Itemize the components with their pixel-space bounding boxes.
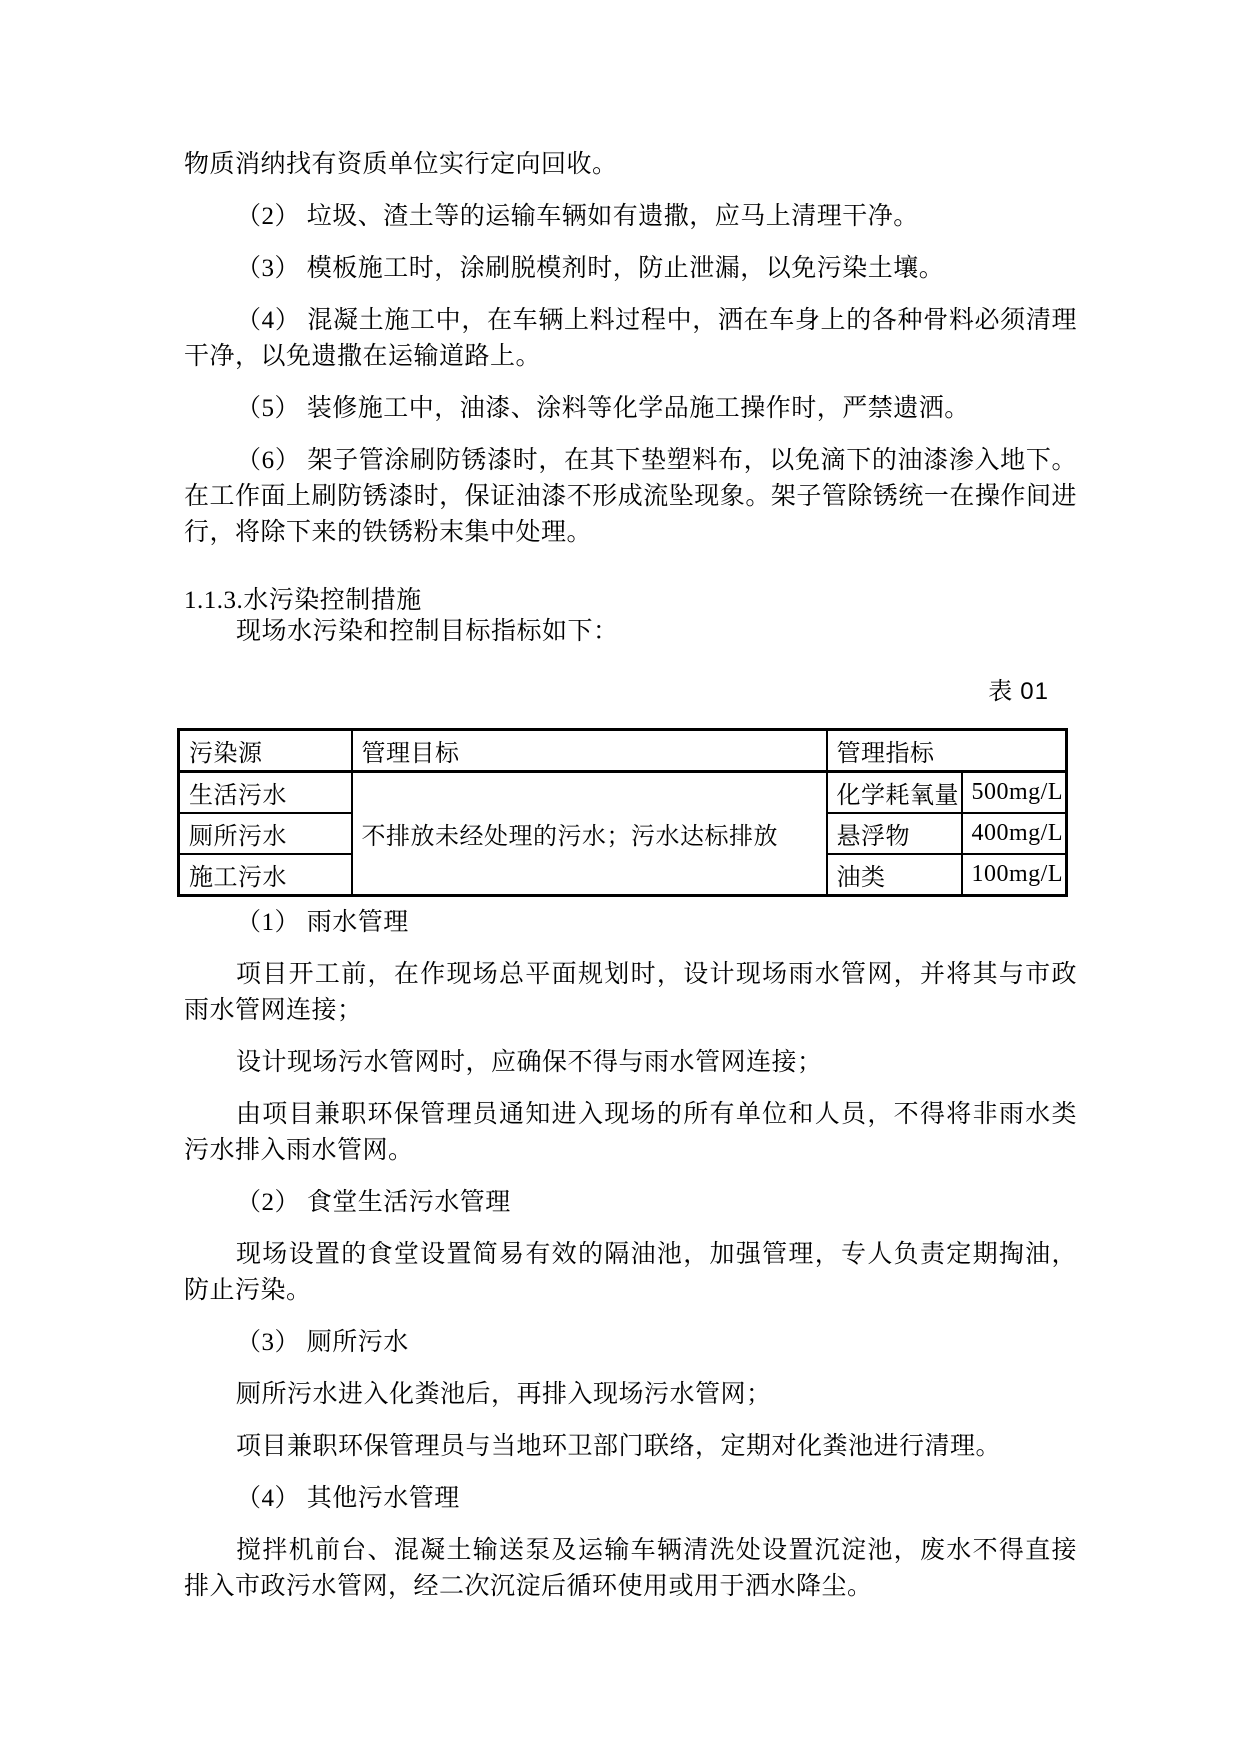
paragraph-canteen-1: 现场设置的食堂设置简易有效的隔油池，加强管理，专人负责定期掏油，防止污染。	[184, 1241, 1077, 1304]
cell-source-construction: 施工污水	[179, 854, 352, 896]
paragraph-item-5: （5） 装修施工中，油漆、涂料等化学品施工操作时，严禁遗洒。	[236, 395, 970, 422]
header-management-indicator: 管理指标	[827, 730, 1067, 772]
paragraph-other-1: 搅拌机前台、混凝土输送泵及运输车辆清洗处设置沉淀池，废水不得直接排入市政污水管网，经二次沉淀后循环使用或用于洒水降尘。	[184, 1537, 1077, 1600]
section-intro: 现场水污染和控制目标指标如下：	[236, 618, 619, 645]
subsection-toilet-sewage: （3） 厕所污水	[236, 1329, 409, 1356]
page-content	[184, 0, 1077, 1621]
water-pollution-table	[177, 728, 1068, 897]
paragraph-toilet-1: 厕所污水进入化粪池后，再排入现场污水管网；	[236, 1381, 772, 1408]
header-management-goal: 管理目标	[352, 730, 827, 772]
cell-limit-suspended: 400mg/L	[962, 813, 1067, 854]
table-caption-number: 01	[1020, 678, 1049, 705]
section-heading: 1.1.3.水污染控制措施	[184, 587, 422, 614]
subsection-rainwater: （1） 雨水管理	[236, 909, 409, 936]
paragraph-item-4: （4） 混凝土施工中，在车辆上料过程中，洒在车身上的各种骨料必须清理干净，以免遗撒在运输道路上。	[184, 307, 1077, 370]
paragraph-item-6: （6） 架子管涂刷防锈漆时，在其下垫塑料布，以免滴下的油漆渗入地下。在工作面上刷防锈漆时，保证油漆不形成流坠现象。架子管除锈统一在操作间进行，将除下来的铁锈粉末集中处理。	[184, 447, 1077, 546]
table-row	[179, 772, 1067, 814]
cell-goal-merged: 不排放未经处理的污水；污水达标排放	[352, 772, 827, 896]
cell-source-toilet: 厕所污水	[179, 813, 352, 854]
paragraph-continuation: 物质消纳找有资质单位实行定向回收。	[184, 151, 618, 178]
table-caption	[184, 677, 1077, 707]
cell-limit-cod: 500mg/L	[962, 772, 1067, 814]
cell-limit-oil: 100mg/L	[962, 854, 1067, 896]
table-header-row	[179, 730, 1067, 772]
cell-source-domestic: 生活污水	[179, 772, 352, 814]
cell-indicator-oil: 油类	[827, 854, 962, 896]
paragraph-item-3: （3） 模板施工时，涂刷脱模剂时，防止泄漏，以免污染土壤。	[236, 255, 945, 282]
paragraph-toilet-2: 项目兼职环保管理员与当地环卫部门联络，定期对化粪池进行清理。	[236, 1433, 1002, 1460]
paragraph-rainwater-1: 项目开工前，在作现场总平面规划时，设计现场雨水管网，并将其与市政雨水管网连接；	[184, 961, 1077, 1024]
paragraph-rainwater-2: 设计现场污水管网时，应确保不得与雨水管网连接；	[236, 1049, 823, 1076]
subsection-other-sewage: （4） 其他污水管理	[236, 1485, 460, 1512]
subsection-canteen-sewage: （2） 食堂生活污水管理	[236, 1189, 511, 1216]
table-caption-label: 表	[988, 679, 1014, 705]
paragraph-item-2: （2） 垃圾、渣土等的运输车辆如有遗撒，应马上清理干净。	[236, 203, 919, 230]
header-pollution-source: 污染源	[179, 730, 352, 772]
cell-indicator-suspended: 悬浮物	[827, 813, 962, 854]
cell-indicator-cod: 化学耗氧量	[827, 772, 962, 814]
paragraph-rainwater-3: 由项目兼职环保管理员通知进入现场的所有单位和人员，不得将非雨水类污水排入雨水管网。	[184, 1101, 1077, 1164]
